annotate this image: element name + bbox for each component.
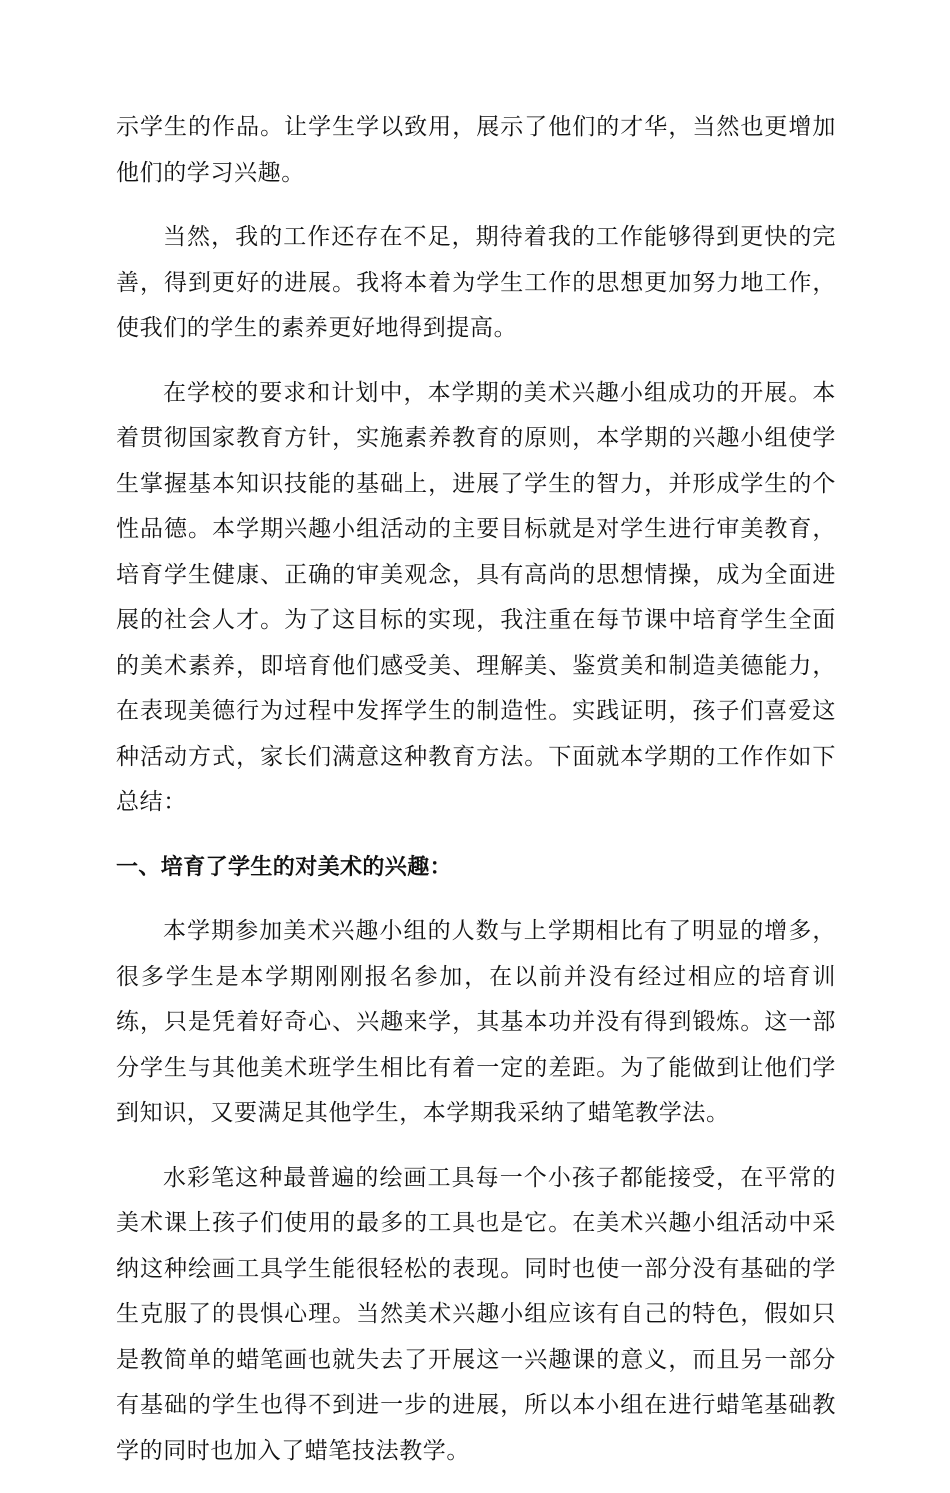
paragraph-introduction: 在学校的要求和计划中，本学期的美术兴趣小组成功的开展。本着贯彻国家教育方针，实施素养教育的原则，本学期的兴趣小组使学生掌握基本知识技能的基础上，进展了学生的智力，并形成学生的个性品德。本学期兴趣小组活动的主要目标就是对学生进行审美教育，培育学生健康、正确的审美观念，具有高尚的思想情操，成为全面进展的社会人才。为了这目标的实现，我注重在每节课中培育学生全面的美术素养，即培育他们感受美、理解美、鉴赏美和制造美德能力，在表现美德行为过程中发挥学生的制造性。实践证明，孩子们喜爱这种活动方式，家长们满意这种教育方法。下面就本学期的工作作如下总结： bbox=[116, 379, 836, 815]
paragraph-shortcomings: 当然，我的工作还存在不足，期待着我的工作能够得到更快的完善，得到更好的进展。我将本着为学生工作的思想更加努力地工作，使我们的学生的素养更好地得到提高。 bbox=[116, 224, 836, 341]
paragraph-continuation: 示学生的作品。让学生学以致用，展示了他们的才华，当然也更增加他们的学习兴趣。 bbox=[116, 114, 836, 186]
paragraph-enrollment: 本学期参加美术兴趣小组的人数与上学期相比有了明显的增多，很多学生是本学期刚刚报名参加，在以前并没有经过相应的培育训练，只是凭着好奇心、兴趣来学，其基本功并没有得到锻炼。这一部分学生与其他美术班学生相比有着一定的差距。为了能做到让他们学到知识，又要满足其他学生，本学期我采纳了蜡笔教学法。 bbox=[116, 918, 836, 1126]
section-heading: 一、培育了学生的对美术的兴趣： bbox=[116, 854, 453, 880]
document-page bbox=[116, 105, 836, 1493]
paragraph-watercolor: 水彩笔这种最普遍的绘画工具每一个小孩子都能接受，在平常的美术课上孩子们使用的最多的工具也是它。在美术兴趣小组活动中采纳这种绘画工具学生能很轻松的表现。同时也使一部分没有基础的学生克服了的畏惧心理。当然美术兴趣小组应该有自己的特色，假如只是教简单的蜡笔画也就失去了开展这一兴趣课的意义，而且另一部分有基础的学生也得不到进一步的进展，所以本小组在进行蜡笔基础教学的同时也加入了蜡笔技法教学。 bbox=[116, 1164, 836, 1464]
